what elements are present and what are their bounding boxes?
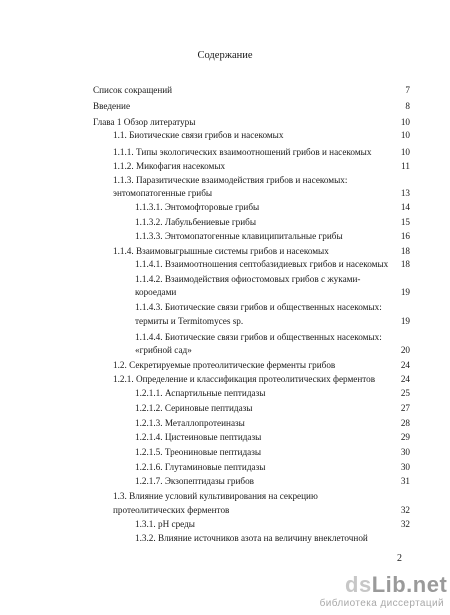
toc-entry: 1.2.1.1. Аспартильные пептидазы bbox=[135, 388, 266, 398]
toc-entry: «грибной сад» bbox=[135, 345, 192, 355]
watermark-subtitle: библиотека диссертаций bbox=[319, 598, 444, 609]
toc-entry: 1.2.1.4. Цистеиновые пептидазы bbox=[135, 432, 262, 442]
toc-page-number: 10 bbox=[400, 117, 410, 127]
toc-page-number: 16 bbox=[400, 231, 410, 241]
toc-page-number: 30 bbox=[400, 447, 410, 457]
toc-entry: протеолитических ферментов bbox=[113, 505, 230, 515]
toc-entry: 1.2.1.7. Экзопептидазы грибов bbox=[135, 476, 255, 486]
toc-page-number: 14 bbox=[400, 202, 410, 212]
toc-page-number: 8 bbox=[405, 101, 410, 111]
toc-entry: 1.1.2. Микофагия насекомых bbox=[113, 161, 226, 171]
toc-page-number: 24 bbox=[400, 374, 410, 384]
toc-entry: 1.1.3.2. Лабульбениевые грибы bbox=[135, 217, 257, 227]
toc-entry: 1.3. Влияние условий культивирования на секрецию bbox=[113, 491, 318, 501]
toc-entry: короедами bbox=[135, 287, 177, 297]
toc-page-number: 15 bbox=[400, 217, 410, 227]
toc-page-number: 19 bbox=[400, 287, 410, 297]
toc-entry: 1.2.1.6. Глутаминовые пептидазы bbox=[135, 462, 266, 472]
toc-entry: 1.1.4.2. Взаимодействия офиостомовых грибов с жуками- bbox=[135, 274, 361, 284]
toc-entry: 1.2.1.2. Сериновые пептидазы bbox=[135, 403, 253, 413]
toc-entry: 1.1.4.4. Биотические связи грибов и общественных насекомых: bbox=[135, 332, 382, 342]
toc-entry: 1.1.4.1. Взаимоотношения септобазидиевых грибов и насекомых bbox=[135, 259, 389, 269]
toc-entry: 1.2.1. Определение и классификация протеолитических ферментов bbox=[113, 374, 376, 384]
toc-page-number: 32 bbox=[400, 519, 410, 529]
toc-entry: Список сокращений bbox=[93, 85, 173, 95]
toc-entry: 1.1.3.1. Энтомофторовые грибы bbox=[135, 202, 260, 212]
toc-page-number: 24 bbox=[400, 360, 410, 370]
toc-entry: 1.1.1. Типы экологических взаимоотношений грибов и насекомых bbox=[113, 147, 372, 157]
toc-entry: 1.2.1.5. Треониновые пептидазы bbox=[135, 447, 262, 457]
toc-entry: 1.2. Секретируемые протеолитические ферменты грибов bbox=[113, 360, 336, 370]
toc-page-number: 31 bbox=[400, 476, 410, 486]
toc-page-number: 7 bbox=[405, 85, 410, 95]
toc-page-number: 28 bbox=[400, 418, 410, 428]
toc-page-number: 13 bbox=[400, 188, 410, 198]
toc-entry: 1.1.3. Паразитические взаимодействия грибов и насекомых: bbox=[113, 175, 348, 185]
toc-page-number: 18 bbox=[400, 246, 410, 256]
page-number: 2 bbox=[397, 553, 402, 564]
toc-entry: 1.3.2. Влияние источников азота на величину внеклеточной bbox=[135, 533, 368, 543]
page-title: Содержание bbox=[197, 50, 253, 61]
toc-entry: энтомопатогенные грибы bbox=[113, 188, 213, 198]
toc-entry: термиты и Termitomyces sp. bbox=[135, 316, 244, 326]
toc-entry: 1.3.1. pH среды bbox=[135, 519, 195, 529]
toc-page-number: 32 bbox=[400, 505, 410, 515]
toc-page-number: 30 bbox=[400, 462, 410, 472]
toc-page-number: 10 bbox=[400, 130, 410, 140]
toc-page-number: 25 bbox=[400, 388, 410, 398]
toc-entry: 1.1.3.3. Энтомопатогенные клавиципитальные грибы bbox=[135, 231, 343, 241]
toc-page-number: 20 bbox=[400, 345, 410, 355]
toc-entry: 1.1.4.3. Биотические связи грибов и общественных насекомых: bbox=[135, 302, 382, 312]
toc-page-number: 18 bbox=[400, 259, 410, 269]
toc-entry: 1.1. Биотические связи грибов и насекомых bbox=[113, 130, 284, 140]
toc-page-number: 10 bbox=[400, 147, 410, 157]
watermark-logo: dsLib.net bbox=[345, 572, 448, 597]
toc-page-number: 11 bbox=[401, 161, 410, 171]
toc-page-number: 19 bbox=[400, 316, 410, 326]
toc-entry: 1.1.4. Взаимовыгрышные системы грибов и насекомых bbox=[113, 246, 329, 256]
watermark bbox=[300, 570, 450, 615]
toc-entry: 1.2.1.3. Металлопротеиназы bbox=[135, 418, 245, 428]
toc-entry: Глава 1 Обзор литературы bbox=[93, 117, 196, 127]
toc-page-number: 29 bbox=[400, 432, 410, 442]
toc-entry: Введение bbox=[93, 101, 131, 111]
toc-page-number: 27 bbox=[400, 403, 410, 413]
